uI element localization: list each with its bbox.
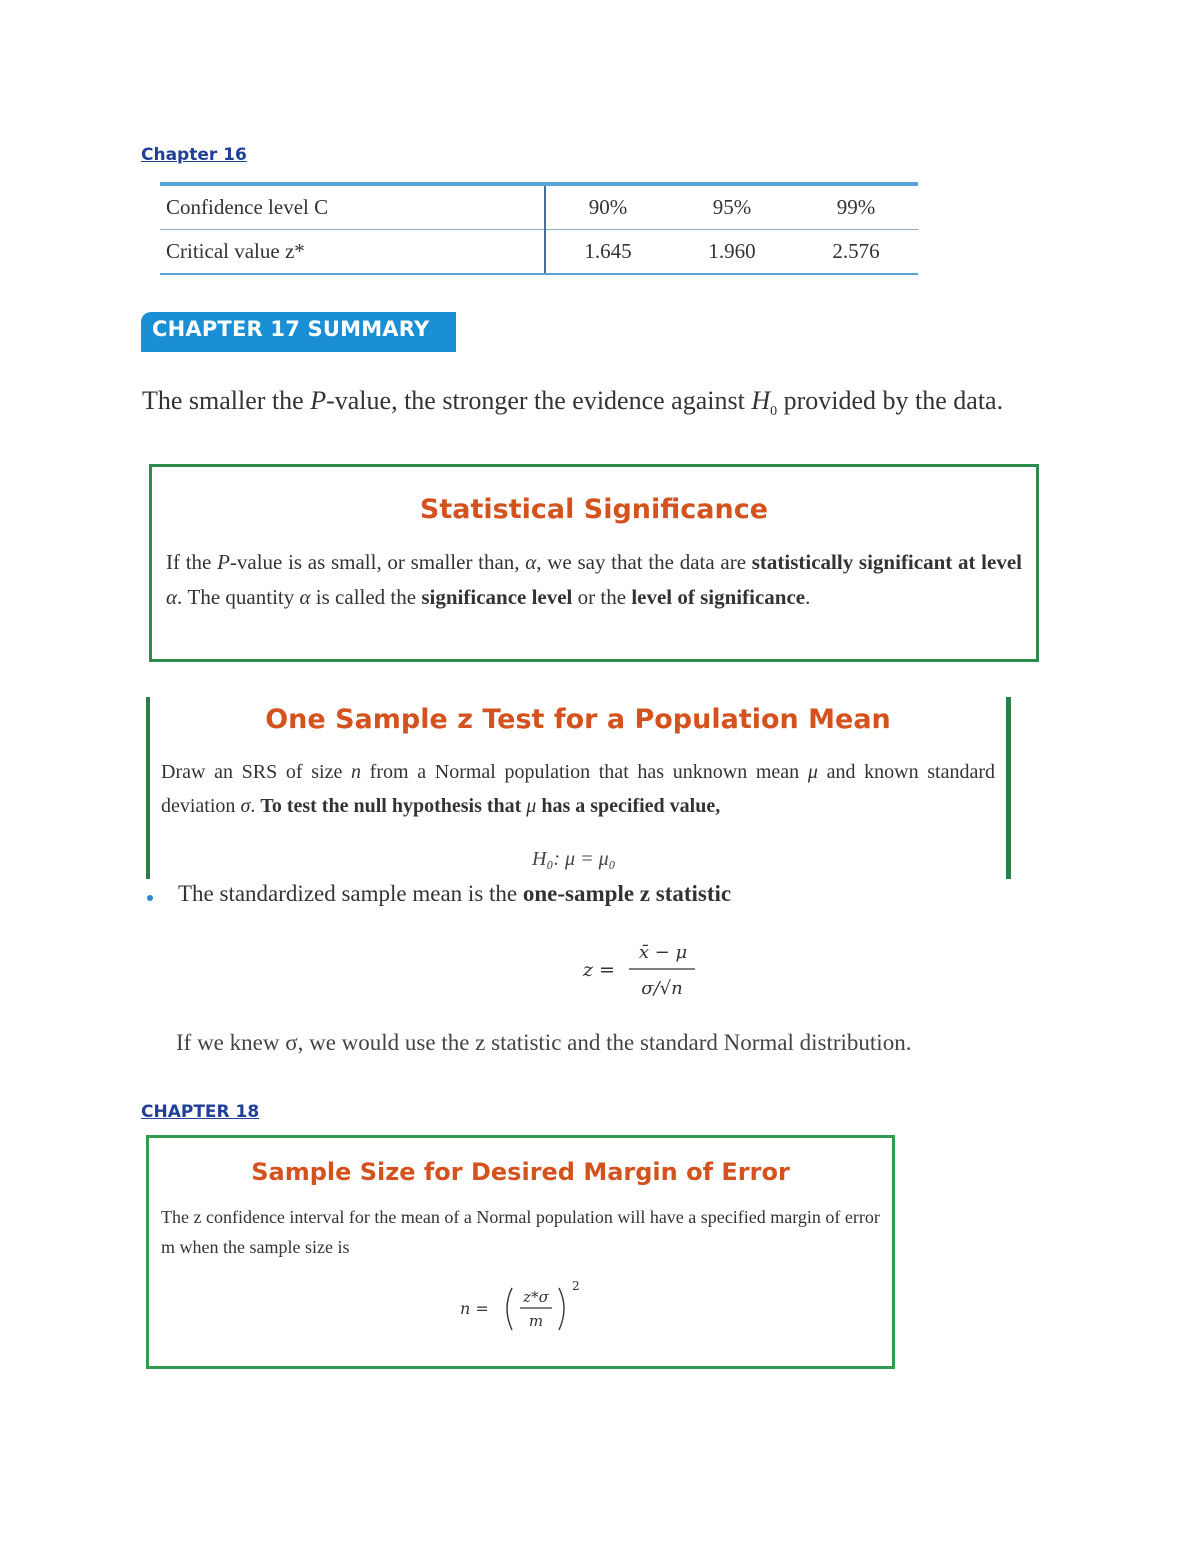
pvalue-text: provided by the data. <box>777 386 1004 415</box>
n-formula-exponent: 2 <box>572 1279 580 1293</box>
critical-95: 1.960 <box>670 230 794 275</box>
table-row <box>160 230 918 275</box>
chapter-17-banner-text: CHAPTER 17 SUMMARY <box>152 317 430 341</box>
right-paren <box>559 1288 564 1330</box>
n-formula-numerator: z*σ <box>523 1288 549 1306</box>
h-symbol: H <box>751 386 771 415</box>
z-formula-denominator: σ/√n <box>641 978 683 999</box>
z-formula-numerator: x̄ − μ <box>638 942 688 963</box>
z-test-title: One Sample z Test for a Population Mean <box>265 704 891 735</box>
significance-definition: If the P-value is as small, or smaller than, α, we say that the data are statistically significant at level α. The quantity α is called the significance level or the level of significance. <box>166 550 1022 609</box>
confidence-95: 95% <box>670 184 794 230</box>
significance-title: Statistical Significance <box>419 494 769 525</box>
confidence-90: 90% <box>545 184 670 230</box>
z-test-right-border <box>1006 697 1011 879</box>
pvalue-text: -value, the stronger the evidence against <box>326 386 752 415</box>
null-hypothesis: H₀: μ = μ₀ <box>532 848 616 870</box>
chapter-17-banner <box>141 312 456 352</box>
sample-size-formula <box>460 1276 590 1338</box>
table-row <box>160 184 918 230</box>
critical-99: 2.576 <box>794 230 918 275</box>
chapter-18-heading[interactable]: CHAPTER 18 <box>141 1102 260 1122</box>
confidence-level-label: Confidence level C <box>160 184 545 230</box>
n-formula-lhs: n = <box>460 1299 489 1318</box>
n-formula-denominator: m <box>528 1312 544 1330</box>
z-formula-lhs: z = <box>583 959 615 981</box>
pvalue-statement <box>142 386 1003 420</box>
critical-90: 1.645 <box>545 230 670 275</box>
pvalue-text: The smaller the <box>142 386 311 415</box>
sample-size-description: The z confidence interval for the mean of a Normal population will have a specified margin of error m when the sample size is <box>161 1207 880 1257</box>
z-statistic-formula <box>583 934 703 1004</box>
bullet-icon <box>147 895 153 901</box>
critical-value-table <box>160 182 918 275</box>
p-symbol: P <box>310 386 327 415</box>
left-paren <box>507 1288 512 1330</box>
known-sigma-note: If we knew σ, we would use the z statistic and the standard Normal distribution. <box>176 1030 912 1055</box>
chapter-16-heading[interactable]: Chapter 16 <box>141 145 247 165</box>
statistical-significance-box <box>149 464 1039 662</box>
confidence-99: 99% <box>794 184 918 230</box>
bullet-statement: The standardized sample mean is the one-sample z statistic <box>178 881 732 906</box>
h-subscript: 0 <box>770 404 778 420</box>
critical-value-label: Critical value z* <box>160 230 545 275</box>
z-test-description: Draw an SRS of size n from a Normal population that has unknown mean μ and known standard deviation σ. To test the null hypothesis that μ has a specified value, <box>161 761 995 817</box>
sample-size-title: Sample Size for Desired Margin of Error <box>251 1158 790 1186</box>
